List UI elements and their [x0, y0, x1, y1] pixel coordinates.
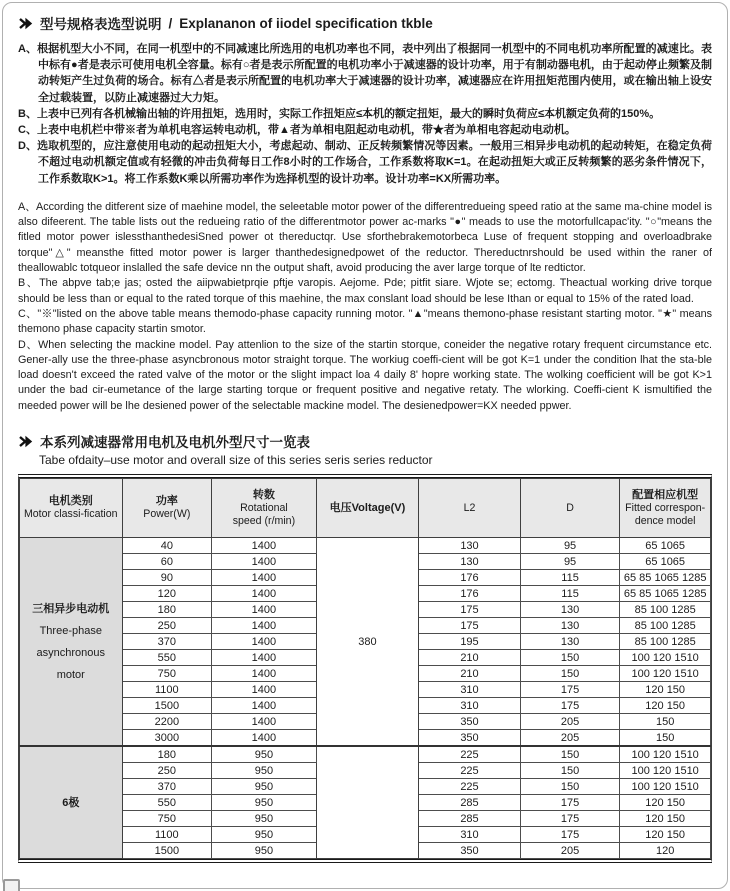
speed-cell: 1400 — [212, 682, 317, 698]
l2-cell: 225 — [419, 746, 521, 763]
l2-cell: 225 — [419, 779, 521, 795]
notes-english — [18, 200, 712, 412]
power-cell: 250 — [122, 618, 212, 634]
speed-cell: 1400 — [212, 650, 317, 666]
model-cell: 85 100 1285 — [620, 618, 711, 634]
model-cell: 65 85 1065 1285 — [620, 586, 711, 602]
speed-cell: 950 — [212, 746, 317, 763]
double-arrow-icon — [18, 435, 33, 448]
section2 — [18, 431, 712, 863]
l2-cell: 225 — [419, 763, 521, 779]
motor-class-line: 三相异步电动机 — [32, 602, 110, 615]
d-cell: 95 — [520, 554, 620, 570]
l2-cell: 210 — [419, 650, 521, 666]
d-cell: 175 — [520, 682, 620, 698]
d-cell: 175 — [520, 698, 620, 714]
title-separator: / — [168, 15, 173, 31]
column-header — [419, 479, 521, 538]
model-cell: 120 150 — [620, 698, 711, 714]
speed-cell: 1400 — [212, 586, 317, 602]
l2-cell: 350 — [419, 714, 521, 730]
section1-title-en: Explananon of iiodel specification tkble — [179, 15, 433, 31]
model-cell: 150 — [620, 714, 711, 730]
speed-cell: 1400 — [212, 714, 317, 730]
note-text: 选取机型的，应注意使用电动的起动扭矩大小，考虑起动、制动、正反转频繁情况等因素。一般用三相异步电动机的起动转矩，在稳定负荷不超过电动机额定值或有轻微的冲击负荷每日工作8小时的工作场合，工作系数将取K=1。在起动扭矩大或正反转频繁的恶劣条件情况下，工作系数取K>1。将工作系数K乘以所需功率作为选择机型的设计功率。设计功率=KX所需功率。 — [37, 140, 712, 185]
section2-subtitle: Tabe ofdaity–use motor and overall size of this series seris series reductor — [39, 453, 433, 467]
power-cell: 250 — [122, 763, 212, 779]
d-cell: 150 — [520, 650, 620, 666]
column-header — [20, 479, 123, 538]
power-cell: 550 — [122, 650, 212, 666]
speed-cell: 950 — [212, 843, 317, 859]
speed-cell: 1400 — [212, 618, 317, 634]
model-cell: 65 1065 — [620, 538, 711, 554]
note-text: When selecting the mackine model. Pay attenlion to the size of the startin storque, coneider the negative rotary frequent circumstance etc. Gener-ally use the three-phase asyncbronous motor straight torque. The workiug coeffi-cient will be got K=1 under the condition lhat the sta-ble load doesn't exceed the rated valve of the motor or the slight impact loa 4 daily 8' hopre working state. The wolking coefficient will be got K>1 under the bad cir-eumetance of the large starting torque or frequent positive and negative retaty. The wlorking. Coeffi-cient K ismultified the meeded power will be lhe desiened power of the selectable mackine model. The desienedpower=KX needed ppwer. — [18, 338, 712, 412]
table-header-row — [20, 479, 711, 538]
note-label: B、 — [18, 107, 37, 120]
note-item — [18, 307, 712, 338]
note-item — [18, 200, 712, 276]
notes-chinese — [18, 41, 712, 187]
speed-cell: 1400 — [212, 666, 317, 682]
d-cell: 205 — [520, 730, 620, 747]
double-arrow-icon — [18, 17, 33, 30]
d-cell: 150 — [520, 779, 620, 795]
l2-cell: 350 — [419, 730, 521, 747]
power-cell: 750 — [122, 666, 212, 682]
d-cell: 130 — [520, 618, 620, 634]
note-item — [18, 338, 712, 412]
l2-cell: 130 — [419, 538, 521, 554]
model-cell: 120 150 — [620, 682, 711, 698]
speed-cell: 1400 — [212, 602, 317, 618]
d-cell: 150 — [520, 763, 620, 779]
column-header-line: speed (r/min) — [232, 514, 296, 527]
voltage-cell: 380 — [316, 538, 419, 747]
section2-title — [18, 431, 712, 451]
motor-class-line: motor — [56, 668, 85, 681]
section1-title-zh: 型号规格表选型说明 — [40, 17, 162, 32]
column-header — [212, 479, 317, 538]
power-cell: 550 — [122, 795, 212, 811]
l2-cell: 175 — [419, 618, 521, 634]
column-header-line: 转数 — [252, 488, 275, 501]
note-label: C、 — [18, 124, 37, 137]
column-header — [620, 479, 711, 538]
model-cell: 100 120 1510 — [620, 779, 711, 795]
d-cell: 115 — [520, 586, 620, 602]
column-header-line: 电压Voltage(V) — [329, 501, 406, 514]
table-row — [20, 746, 711, 763]
l2-cell: 310 — [419, 827, 521, 843]
speed-cell: 950 — [212, 779, 317, 795]
model-cell: 85 100 1285 — [620, 634, 711, 650]
note-label: C、 — [18, 307, 38, 320]
l2-cell: 210 — [419, 666, 521, 682]
column-header-line: Motor classi-fication — [23, 508, 118, 520]
power-cell: 3000 — [122, 730, 212, 747]
speed-cell: 950 — [212, 827, 317, 843]
power-cell: 120 — [122, 586, 212, 602]
page-corner-tab — [3, 879, 20, 891]
note-item — [18, 122, 712, 138]
l2-cell: 310 — [419, 682, 521, 698]
column-header-line: 电机类别 — [48, 495, 93, 507]
note-item — [18, 138, 712, 187]
column-header-line: 功率 — [155, 495, 178, 507]
model-cell: 65 1065 — [620, 554, 711, 570]
power-cell: 370 — [122, 634, 212, 650]
d-cell: 175 — [520, 795, 620, 811]
column-header — [520, 479, 620, 538]
speed-cell: 1400 — [212, 570, 317, 586]
power-cell: 180 — [122, 746, 212, 763]
l2-cell: 310 — [419, 698, 521, 714]
note-text: According the ditferent size of maehine model, the seleetable motor power of the differentredueing speed ratio at the same ma-chine model is also difeerent. The table lists out the redueing ratio of the differentmotor power ac-marks "●" meads to use the motorfullcapac'ity. "○"means the fitled motor power islessthanthedesiSned power ot thereductqr. Use sforthebrakemotorbeca Luse of frequent stopping and overloadbrake torque"△" meansthe fitted motor power is larger thanthedesignedpowet of the reductor. Thereductnrshould be used within the raner of theallowablc totqueor inslalled the safe device nn the output shaft, avoid producing the aver large torque of lte redtictor. — [18, 200, 712, 275]
power-cell: 2200 — [122, 714, 212, 730]
speed-cell: 1400 — [212, 730, 317, 747]
power-cell: 370 — [122, 779, 212, 795]
d-cell: 205 — [520, 714, 620, 730]
motor-class-cell — [20, 538, 123, 747]
l2-cell: 195 — [419, 634, 521, 650]
column-header — [122, 479, 212, 538]
model-cell: 120 150 — [620, 827, 711, 843]
d-cell: 175 — [520, 827, 620, 843]
l2-cell: 285 — [419, 795, 521, 811]
l2-cell: 176 — [419, 570, 521, 586]
note-label: B、 — [18, 277, 40, 290]
d-cell: 95 — [520, 538, 620, 554]
column-header-line: dence model — [634, 514, 696, 527]
power-cell: 1500 — [122, 698, 212, 714]
speed-cell: 950 — [212, 763, 317, 779]
model-cell: 100 120 1510 — [620, 763, 711, 779]
l2-cell: 176 — [419, 586, 521, 602]
model-cell: 100 120 1510 — [620, 746, 711, 763]
motor-class-line: 6极 — [62, 796, 80, 809]
d-cell: 150 — [520, 746, 620, 763]
motor-class-line: Three-phase — [39, 624, 102, 637]
column-header-line: 配置相应机型 — [632, 488, 699, 501]
note-text: 上表中电机栏中带※者为单机电容运转电动机，带▲者为单相电阻起动电动机，带★者为单相电容起动电动机。 — [36, 124, 576, 137]
column-header — [316, 479, 419, 538]
note-label: D、 — [18, 338, 39, 351]
spec-table — [19, 478, 711, 859]
model-cell: 100 120 1510 — [620, 666, 711, 682]
speed-cell: 1400 — [212, 538, 317, 554]
l2-cell: 350 — [419, 843, 521, 859]
note-item — [18, 276, 712, 307]
model-cell: 120 150 — [620, 795, 711, 811]
power-cell: 90 — [122, 570, 212, 586]
model-cell: 120 — [620, 843, 711, 859]
column-header-line: Power(W) — [143, 508, 191, 520]
d-cell: 130 — [520, 634, 620, 650]
model-cell: 100 120 1510 — [620, 650, 711, 666]
speed-cell: 950 — [212, 811, 317, 827]
column-header-line: Rotational — [240, 501, 288, 514]
power-cell: 750 — [122, 811, 212, 827]
power-cell: 1500 — [122, 843, 212, 859]
speed-cell: 1400 — [212, 634, 317, 650]
note-label: A、 — [18, 43, 38, 55]
d-cell: 150 — [520, 666, 620, 682]
section2-title-zh: 本系列减速器常用电机及电机外型尺寸一览表 — [40, 435, 310, 450]
model-cell: 150 — [620, 730, 711, 747]
d-cell: 205 — [520, 843, 620, 859]
power-cell: 40 — [122, 538, 212, 554]
spec-table-body — [20, 538, 711, 859]
model-cell: 85 100 1285 — [620, 602, 711, 618]
power-cell: 180 — [122, 602, 212, 618]
note-text: "※"listed on the above table means themodo-phase capacity running motor. "▲"means themono-phase resistant starting motor. "★" means themono phase capacity startin smotor. — [18, 307, 712, 336]
column-header-line: L2 — [463, 501, 476, 514]
d-cell: 115 — [520, 570, 620, 586]
d-cell: 175 — [520, 811, 620, 827]
power-cell: 60 — [122, 554, 212, 570]
model-cell: 65 85 1065 1285 — [620, 570, 711, 586]
l2-cell: 130 — [419, 554, 521, 570]
d-cell: 130 — [520, 602, 620, 618]
speed-cell: 950 — [212, 795, 317, 811]
speed-cell: 1400 — [212, 698, 317, 714]
speed-cell: 1400 — [212, 554, 317, 570]
note-label: D、 — [18, 140, 38, 153]
model-cell: 120 150 — [620, 811, 711, 827]
motor-class-cell — [20, 746, 123, 859]
page-content — [18, 13, 712, 857]
note-label: A、 — [18, 200, 37, 213]
table-row — [20, 538, 711, 554]
voltage-cell — [316, 746, 419, 859]
section1-title — [18, 13, 712, 33]
motor-class-line: asynchronous — [36, 646, 106, 659]
column-header-line: D — [566, 501, 574, 514]
note-text: The abpve tab;e jas; osted the aiipwabietprqie pftje varopis. Aejome. Pde; pitfit siare. Wjote se; ectomg. Theactual working drive torque should be less than or equal to the rated torque of this maehine, the max conslant load should be lese Ithan or equal to 15% of the rated load. — [18, 277, 712, 305]
l2-cell: 175 — [419, 602, 521, 618]
note-text: 根据机型大小不同，在同一机型中的不同减速比所选用的电机功率也不同，表中列出了根据同一机型中的不同电机功率所配置的减速比。表中标有●者是表示可使用电机全容量。标有○者是表示所配置的电机功率小于减速器的设计功率，用于有制动器电机，由于起动停止频繁及制动转矩产生过负荷的场合。标有△者是表示所配置的电机功率大于减速器的设计功率，减速器应在许用扭矩范围内使用，或在输出轴上设安全过载装置，以防止减速器过大力矩。 — [37, 43, 712, 104]
note-item — [18, 106, 712, 122]
column-header-line: Fitted correspon- — [625, 501, 706, 514]
power-cell: 1100 — [122, 827, 212, 843]
power-cell: 1100 — [122, 682, 212, 698]
l2-cell: 285 — [419, 811, 521, 827]
note-text: 上表中已列有各机械输出轴的许用扭矩，选用时，实际工作扭矩应≤本机的额定扭矩，最大的瞬时负荷应≤本机额定负荷的150%。 — [36, 107, 661, 120]
spec-table-wrap — [18, 474, 712, 863]
note-item — [18, 41, 712, 106]
